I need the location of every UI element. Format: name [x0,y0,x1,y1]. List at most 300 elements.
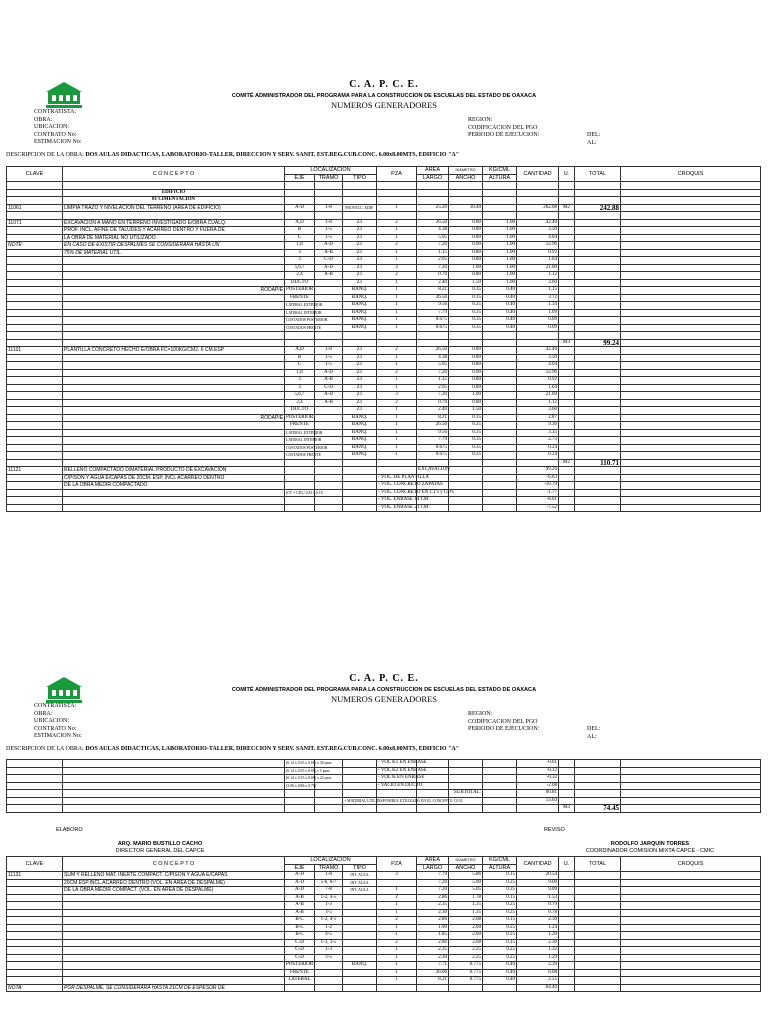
cell-unidad [559,407,575,415]
cell-cantidad: 2.39 [517,962,559,970]
cell-cantidad: 2.73 [517,437,559,445]
cell-unidad [559,347,575,355]
cell-unidad [559,257,575,265]
cell-concepto [63,932,285,940]
cell-unidad: M2 [559,204,575,212]
cell-clave [7,782,63,790]
cell-pza: 1 [377,437,417,445]
cell-altura [483,452,517,460]
cell-tramo: A-B [315,399,343,407]
cell-tipo [343,932,377,940]
cell-tipo [343,939,377,947]
reviso-role: COORDINADOR COMISION MIXTA CAPCE - CMIC [585,848,715,854]
table-row [7,909,761,917]
cell-unidad: M2 [559,459,575,467]
document-title: NUMEROS GENERADORES [330,100,438,110]
cell-tramo [315,482,343,490]
cell-unidad [559,189,575,197]
cell-largo: 2.35 [417,902,449,910]
cell-eje: A-D [285,872,315,880]
cell-pza: - VOL K EN ENRASE [378,775,425,780]
cell-pza [377,879,417,887]
cell-clave [7,902,63,910]
col-largo: LARGO [417,174,449,182]
cell-tipo [343,189,377,197]
cell-total [575,407,621,415]
cell-pza [377,790,417,798]
cell-largo: 7.79 [417,872,449,880]
cell-tipo [343,894,377,902]
cell-unidad [559,767,575,775]
cell-tipo: Z1 [343,257,377,265]
cell-pza: 1 [377,257,417,265]
table-row [7,264,761,272]
cell-tipo [343,482,377,490]
cell-concepto [63,317,285,325]
label-ubicacion: UBICACION: [34,124,70,130]
cell-eje: A-B [285,909,315,917]
cell-ancho: 0.80 [449,399,483,407]
cell-largo [417,984,449,992]
cell-tipo: + MATERIAL UTIL DISPONIBLE UTILIZADO EN EL CONCEPTO 11131 [344,798,463,803]
cell-ancho: 0.35 [449,302,483,310]
cell-croquis [621,887,761,895]
col-cantidad: CANTIDAD [517,167,559,182]
cell-concepto [63,909,285,917]
cell-tipo: Z1 [343,354,377,362]
col-u: U. [559,167,575,182]
cell-unidad [559,362,575,370]
table-row [7,790,761,798]
cell-tipo [343,909,377,917]
cell-total [575,287,621,295]
cell-tipo: Z1 [343,272,377,280]
cell-croquis [621,872,761,880]
cell-cantidad: 4.04 [517,362,559,370]
cell-tipo: BANQ. [343,294,377,302]
cell-altura [483,332,517,340]
table-row [7,369,761,377]
cell-tipo [343,504,377,512]
desc-value: DOS AULAS DIDACTICAS, LABORATORIO-TALLER, DIRECCION Y SERV. SANIT. EST.REG.CUB.CONC. 6.00x8.00MTS, EDIFICIO "A" [85,152,460,158]
cell-croquis [621,339,761,347]
cell-concepto [63,257,285,265]
cell-tipo [343,775,377,783]
table-row [7,452,761,460]
table-row [7,474,761,482]
col-area: AREA [417,857,449,865]
cell-cantidad: 3.50 [517,354,559,362]
table-row [7,805,761,813]
cell-pza: 1 [377,932,417,940]
cell-ancho: 1.00 [449,264,483,272]
cell-croquis [621,924,761,932]
cell-tipo [343,489,377,497]
cell-tramo [315,984,343,992]
cell-cantidad: 1.53 [517,894,559,902]
cell-total [575,760,621,768]
cell-concepto: LIMPIA TRAZO Y NIVELACION DEL TERRENO (AREA DE EDIFICIO) [63,204,285,212]
cell-cantidad [517,339,559,347]
cell-concepto [63,790,285,798]
cell-total [575,504,621,512]
cell-concepto: EN CASO DE EXISTIR DESPALMES SE CONSIDERARA HASTA UN [63,242,285,250]
cell-croquis [621,879,761,887]
cell-total [575,414,621,422]
obra-description [6,152,459,158]
cell-clave [7,399,63,407]
cell-concepto [63,272,285,280]
cell-altura [483,377,517,385]
table-row [7,392,761,400]
cell-croquis [621,294,761,302]
cell-ancho [449,467,483,475]
cell-unidad [559,947,575,955]
cell-clave [7,212,63,220]
cell-ancho: 0.35 [449,324,483,332]
cell-unidad [559,399,575,407]
cell-altura: 1.00 [483,272,517,280]
cell-tramo [315,474,343,482]
cell-croquis [621,459,761,467]
cell-croquis [621,467,761,475]
cell-clave [7,805,63,813]
cell-altura: 0.40 [483,309,517,317]
desc-label: DESCRIPCION DE LA OBRA: [6,152,84,158]
cell-altura [483,182,517,190]
cell-tipo [343,782,377,790]
cell-ancho [449,332,483,340]
cell-eje: C [285,234,315,242]
cell-ancho: 0.35 [449,422,483,430]
table-row [7,317,761,325]
cell-croquis [621,932,761,940]
cell-tramo: 1-3, 3-5 [315,939,343,947]
cell-clave: NOTA: [7,984,63,992]
cell-tipo [343,459,377,467]
cell-altura [483,347,517,355]
cell-altura: 1.00 [483,234,517,242]
cell-cantidad: 42.40 [517,219,559,227]
cell-largo: 26.06 [417,969,449,977]
cell-tipo: BANQ. [343,452,377,460]
cell-clave [7,954,63,962]
cell-cantidad: -1.77 [517,489,559,497]
cell-cantidad: -8.61 [517,497,559,505]
cell-croquis [621,444,761,452]
cell-altura: 1.00 [483,242,517,250]
cell-unidad [559,782,575,790]
table-row [7,782,761,790]
cell-pza: 1 [377,377,417,385]
cell-concepto [63,767,285,775]
cell-cantidad: 0.24 [517,444,559,452]
cell-tipo [343,339,377,347]
cell-tramo [315,212,343,220]
cell-largo [417,459,449,467]
cell-cantidad: 12.96 [517,369,559,377]
cell-altura: 0.40 [483,977,517,985]
cell-eje: COSTADOS FRENTE [286,453,322,457]
cell-pza: 1 [377,234,417,242]
col-ancho: ANCHO [449,174,483,182]
cell-tipo [343,197,377,205]
cell-eje: 2,4 [285,399,315,407]
reviso-label: REVISO [544,827,565,833]
cell-croquis [621,767,761,775]
col-localizacion: LOCALIZACION [285,167,377,175]
cell-tipo [343,902,377,910]
cell-tipo: Z1 [343,227,377,235]
cell-altura [483,362,517,370]
cell-ancho: 10.40 [449,204,483,212]
cell-eje [285,332,315,340]
cell-ancho: 0.80 [449,272,483,280]
cell-altura [483,197,517,205]
cell-eje: 3 [285,249,315,257]
cell-pza: 1 [377,384,417,392]
cell-ancho [449,760,483,768]
cell-total [575,932,621,940]
cell-croquis [621,362,761,370]
cell-tramo [315,339,343,347]
cell-total [575,879,621,887]
cell-clave [7,504,63,512]
cell-eje [285,474,315,482]
cell-cantidad: 9.09 [517,887,559,895]
cell-total [575,954,621,962]
cell-eje: 3 [285,384,315,392]
cell-cantidad: 1.64 [517,257,559,265]
cell-croquis [621,902,761,910]
cell-ancho [449,189,483,197]
cell-unidad [559,264,575,272]
cell-total [575,302,621,310]
cell-pza: 1 [377,909,417,917]
cell-tipo: BANQ. [343,324,377,332]
cell-tramo: 1-2, 4-5 [315,894,343,902]
table-row [7,347,761,355]
cell-altura: 0.40 [483,324,517,332]
cell-unidad [559,294,575,302]
cell-tramo: 7-8 [315,887,343,895]
cell-unidad [559,909,575,917]
cell-concepto [63,302,285,310]
cell-clave [7,917,63,925]
org-title: C. A. P. C. E. [349,79,419,90]
cell-pza: 1 [377,294,417,302]
cell-tipo: BANQ. [343,962,377,970]
cell-concepto [63,212,285,220]
table-row [7,977,761,985]
cell-tramo: A-D [315,369,343,377]
cell-croquis [621,894,761,902]
col-diametro: DIAMETRO [449,167,483,175]
cell-tramo [315,332,343,340]
cell-concepto: PROF. INCL. AFINE DE TALUDES Y ACARREO DENTRO Y FUERA DE [63,227,285,235]
cell-eje: LATERAL EXTERIOR [286,303,323,307]
cell-total [575,489,621,497]
cell-unidad: M3 [559,339,575,347]
cell-tipo: Z1 [343,347,377,355]
cell-concepto [63,392,285,400]
cell-cantidad: 1.12 [517,272,559,280]
cell-croquis [621,489,761,497]
cell-croquis [621,392,761,400]
cell-ancho: 5.86 [449,872,483,880]
label-al: AL: [587,734,597,740]
cell-clave [7,182,63,190]
cell-largo [417,212,449,220]
cell-eje: A,D [285,219,315,227]
cell-ancho: 0.80 [449,377,483,385]
cell-ancho: 1.00 [449,392,483,400]
cell-altura: 0.40 [483,962,517,970]
cell-tramo [315,414,343,422]
cell-total [575,782,621,790]
cell-concepto [63,429,285,437]
cell-tipo [343,924,377,932]
cell-unidad [559,452,575,460]
cell-pza: 1 [377,954,417,962]
cell-pza: 2 [377,242,417,250]
cell-ancho: 0.35 [449,452,483,460]
cell-croquis [621,249,761,257]
document-title: NUMEROS GENERADORES [330,694,438,704]
cell-altura [483,212,517,220]
cell-tramo: 1-2 [315,924,343,932]
cell-tramo: 5-6, 6-7 [315,879,343,887]
cell-clave [7,932,63,940]
cell-total [575,399,621,407]
cell-total [575,354,621,362]
cell-ancho [449,984,483,992]
cell-eje: LATERAL INTERIOR [286,438,322,442]
cell-ancho: 0.90 [449,369,483,377]
cell-ancho [449,482,483,490]
cell-total [575,197,621,205]
cell-total [575,872,621,880]
cell-tipo: Z1 [343,362,377,370]
table-row [7,437,761,445]
generadores-table-page-2 [6,856,761,992]
cell-tipo: Z1 [343,377,377,385]
cell-pza: 1 [377,249,417,257]
col-kgcml: KG/CML [483,857,517,865]
cell-unidad [559,242,575,250]
cell-cantidad: 60.81 [517,790,559,798]
cell-ancho: 0.35 [449,287,483,295]
cell-ancho [449,212,483,220]
table-row [7,189,761,197]
cell-altura: 1.00 [483,219,517,227]
cell-largo: 26.50 [417,347,449,355]
cell-eje: A-B [285,894,315,902]
cell-croquis [621,969,761,977]
cell-croquis [621,782,761,790]
col-largo: LARGO [417,864,449,872]
cell-total [575,452,621,460]
cell-ancho [449,459,483,467]
cell-unidad [559,917,575,925]
cell-tipo: BANQ. [343,422,377,430]
cell-cantidad: -2.08 [517,782,559,790]
cell-concepto [63,384,285,392]
cell-unidad [559,444,575,452]
generadores-table-page-2-top [6,759,761,813]
cell-ancho: 0.80 [449,219,483,227]
cell-total [575,272,621,280]
cell-eje: A-D [285,887,315,895]
cell-croquis [621,504,761,512]
label-obra: OBRA: [34,116,53,123]
cell-pza: 1 [377,969,417,977]
cell-largo: 1.15 [417,377,449,385]
table-row [7,482,761,490]
cell-largo: 7.20 [417,879,449,887]
col-total: TOTAL [575,167,621,182]
cell-ancho: 5.00 [449,879,483,887]
cell-altura: 0.25 [483,932,517,940]
cell-pza: - VOL K1 EN ENRASE [378,760,427,765]
cell-ancho [449,504,483,512]
cell-unidad [559,309,575,317]
cell-unidad [559,249,575,257]
cell-ancho: 0.80 [449,227,483,235]
col-tipo: TIPO [343,174,377,182]
label-contratista: CONTRATISTA: [34,703,77,709]
cell-total [575,422,621,430]
col-tramo: TRAMO [315,864,343,872]
cell-tipo: BANQ. [343,414,377,422]
cell-cantidad: 2.87 [517,414,559,422]
label-contrato: CONTRATO No: [34,131,77,138]
cell-unidad [559,924,575,932]
cell-pza: 2 [377,894,417,902]
cell-total [575,887,621,895]
cell-eje [285,182,315,190]
cell-eje: 1,8 [285,242,315,250]
cell-concepto [63,775,285,783]
table-row [7,894,761,902]
cell-ancho: 0.80 [449,249,483,257]
cell-croquis [621,182,761,190]
table-row [7,984,761,992]
cell-concepto [63,969,285,977]
cell-croquis [621,422,761,430]
cell-clave [7,369,63,377]
cell-cantidad: -0.12 [517,767,559,775]
cell-altura [483,407,517,415]
cell-concepto [63,354,285,362]
cell-altura [483,339,517,347]
col-altura: ALTURA [483,174,517,182]
cell-largo: 0.675 [417,452,449,460]
cell-concepto [63,339,285,347]
cell-clave [7,497,63,505]
cell-tipo: BANQ. [343,287,377,295]
label-al: AL: [587,140,597,146]
table-row [7,384,761,392]
label-ubicacion: UBICACION: [34,718,70,724]
cell-largo [417,182,449,190]
cell-total [575,377,621,385]
cell-altura: 0.25 [483,902,517,910]
cell-tipo [343,497,377,505]
cell-altura [483,204,517,212]
cell-tramo [315,467,343,475]
cell-unidad [559,482,575,490]
